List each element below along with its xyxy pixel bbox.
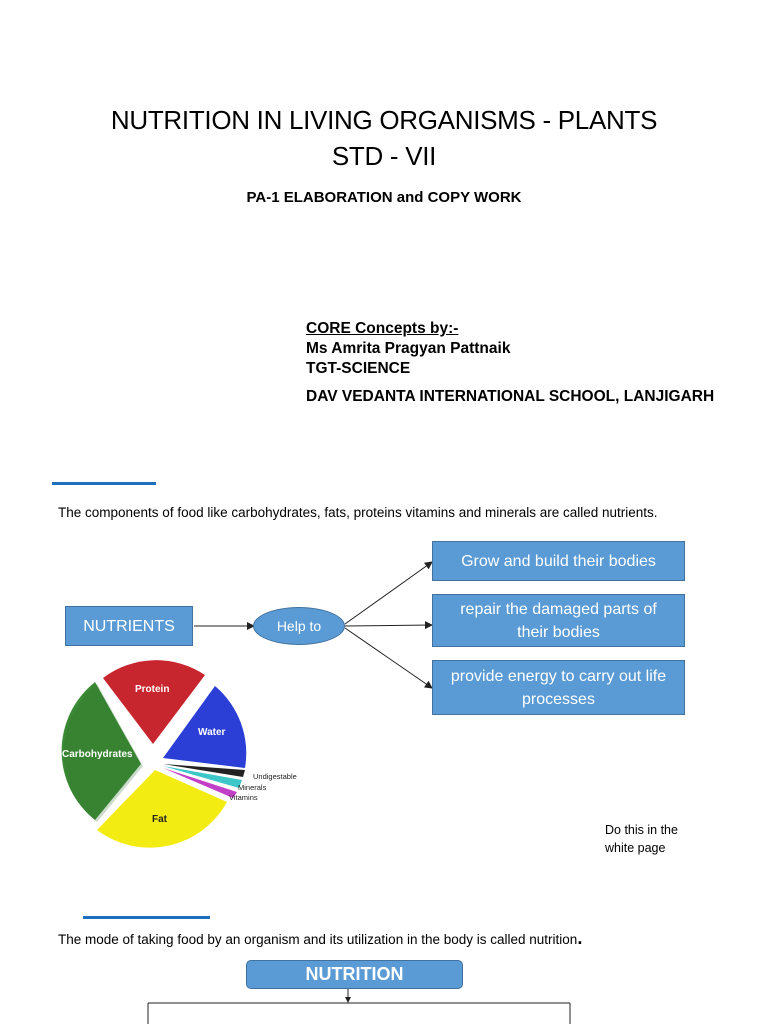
note-line-2: white page bbox=[605, 841, 666, 855]
arrow-help-to-energy bbox=[345, 628, 432, 688]
teacher-designation: TGT-SCIENCE bbox=[306, 360, 411, 377]
function-repair-box: repair the damaged parts of their bodies bbox=[432, 594, 685, 647]
nutrition-definition-period: . bbox=[577, 928, 583, 948]
nutrients-definition: The components of food like carbohydrates, fats, proteins vitamins and minerals are called nutrients. bbox=[58, 505, 658, 520]
help-to-ellipse: Help to bbox=[253, 607, 345, 645]
school-name: DAV VEDANTA INTERNATIONAL SCHOOL, LANJIGARH bbox=[306, 388, 715, 405]
function-grow-box: Grow and build their bodies bbox=[432, 541, 685, 581]
section-divider-2 bbox=[83, 916, 210, 919]
white-page-note bbox=[605, 821, 678, 857]
minerals-label: Minerals bbox=[238, 783, 267, 792]
nutrients-box: NUTRIENTS bbox=[65, 606, 193, 646]
nutrient-pie-illustration bbox=[55, 660, 305, 860]
nutrition-definition bbox=[58, 928, 582, 949]
protein-label: Protein bbox=[135, 684, 170, 695]
undigestable-label: Undigestable bbox=[253, 772, 297, 781]
title-line-1: NUTRITION IN LIVING ORGANISMS - PLANTS bbox=[110, 105, 658, 135]
credits-heading: CORE Concepts by:- bbox=[306, 320, 459, 337]
arrow-help-to-grow bbox=[345, 562, 432, 624]
nutrition-definition-text: The mode of taking food by an organism and its utilization in the body is called nutrition bbox=[58, 932, 578, 947]
water-label: Water bbox=[198, 727, 226, 738]
note-line-1: Do this in the bbox=[605, 823, 678, 837]
carbohydrates-label: Carbohydrates bbox=[62, 749, 133, 760]
fat-label: Fat bbox=[152, 814, 167, 825]
arrow-help-to-repair bbox=[345, 625, 432, 626]
title-line-2: STD - VII bbox=[331, 141, 437, 171]
function-energy-box: provide energy to carry out life processes bbox=[432, 660, 685, 715]
nutrition-box: NUTRITION bbox=[246, 960, 463, 989]
vitamins-label: Vitamins bbox=[229, 793, 258, 802]
subtitle: PA-1 ELABORATION and COPY WORK bbox=[246, 189, 522, 206]
teacher-name: Ms Amrita Pragyan Pattnaik bbox=[306, 340, 511, 357]
